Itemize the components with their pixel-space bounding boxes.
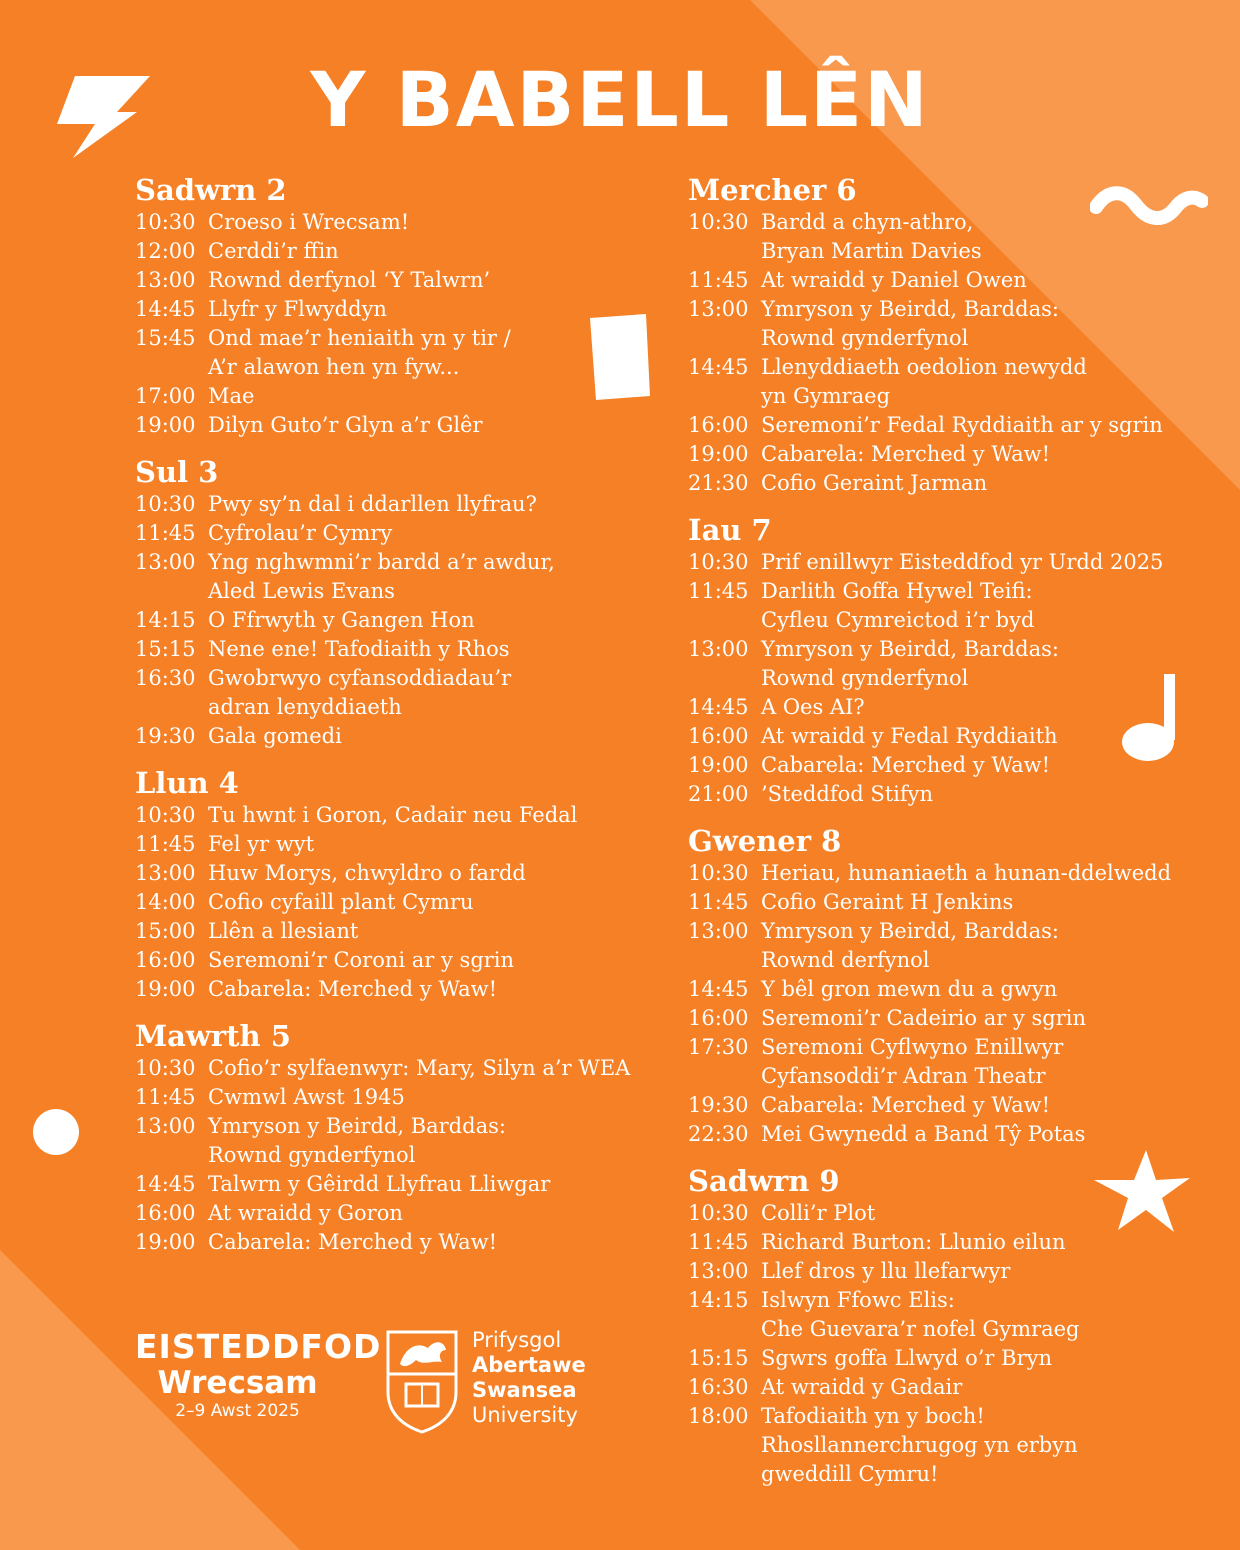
event-time: 10:30: [688, 1201, 749, 1225]
event-row: [135, 1199, 655, 1228]
event-time: 14:45: [688, 977, 749, 1001]
event-row: [688, 917, 1208, 975]
event-row: [688, 440, 1208, 469]
event-row: [135, 382, 655, 411]
university-logo: [382, 1326, 602, 1436]
university-logo-line3: Swansea: [472, 1378, 577, 1402]
event-title: Cabarela: Merched y Waw!: [761, 1093, 1051, 1117]
day-block: [688, 512, 1208, 809]
event-title: Seremoni Cyflwyno Enillwyr Cyfansoddi’r Adran Theatr: [761, 1035, 1064, 1088]
event-row: [688, 295, 1208, 353]
event-title: Cabarela: Merched y Waw!: [761, 442, 1051, 466]
event-time: 16:00: [688, 413, 749, 437]
event-time: 19:00: [135, 977, 196, 1001]
event-title: Cofio Geraint H Jenkins: [761, 890, 1014, 914]
event-time: 13:00: [135, 861, 196, 885]
university-logo-text: [472, 1328, 586, 1428]
event-title: Huw Morys, chwyldro o fardd: [208, 861, 526, 885]
event-row: [135, 975, 655, 1004]
event-time: 13:00: [135, 1114, 196, 1138]
event-row: [688, 1286, 1208, 1344]
event-row: [688, 1004, 1208, 1033]
event-row: [135, 1170, 655, 1199]
event-row: [135, 606, 655, 635]
event-row: [135, 266, 655, 295]
event-row: [688, 1091, 1208, 1120]
event-title: Prif enillwyr Eisteddfod yr Urdd 2025: [761, 550, 1164, 574]
event-title: Llyfr y Flwyddyn: [208, 297, 387, 321]
event-title: ’Steddfod Stifyn: [761, 782, 934, 806]
event-row: [688, 1228, 1208, 1257]
event-time: 22:30: [688, 1122, 749, 1146]
event-title: Sgwrs goffa Llwyd o’r Bryn: [761, 1346, 1053, 1370]
event-time: 13:00: [688, 1259, 749, 1283]
event-time: 11:45: [135, 832, 196, 856]
event-title: Y bêl gron mewn du a gwyn: [761, 977, 1058, 1001]
event-time: 11:45: [688, 890, 749, 914]
event-time: 19:00: [135, 413, 196, 437]
eisteddfod-logo-name: EISTEDDFOD: [135, 1327, 382, 1366]
event-row: [135, 946, 655, 975]
day-heading: Llun 4: [135, 766, 239, 800]
event-title: Dilyn Guto’r Glyn a’r Glêr: [208, 413, 483, 437]
event-time: 19:30: [688, 1093, 749, 1117]
event-row: [135, 801, 655, 830]
event-row: [135, 1083, 655, 1112]
event-row: [135, 917, 655, 946]
event-row: [688, 577, 1208, 635]
university-logo-line2: Abertawe: [472, 1353, 586, 1377]
event-title: At wraidd y Daniel Owen: [761, 268, 1027, 292]
event-time: 14:00: [135, 890, 196, 914]
event-title: Cabarela: Merched y Waw!: [208, 977, 498, 1001]
event-time: 19:00: [688, 442, 749, 466]
day-block: [135, 172, 655, 440]
university-logo-line1: Prifysgol: [472, 1328, 562, 1352]
event-row: [135, 411, 655, 440]
event-title: Seremoni’r Cadeirio ar y sgrin: [761, 1006, 1086, 1030]
event-row: [135, 1054, 655, 1083]
event-row: [688, 1257, 1208, 1286]
day-block: [135, 765, 655, 1004]
eisteddfod-logo-place: Wrecsam: [157, 1365, 318, 1401]
event-time: 16:00: [688, 724, 749, 748]
event-title: At wraidd y Goron: [208, 1201, 403, 1225]
event-time: 17:30: [688, 1035, 749, 1059]
event-time: 18:00: [688, 1404, 749, 1428]
event-title: A Oes AI?: [761, 695, 865, 719]
event-row: [688, 780, 1208, 809]
event-title: Cerddi’r ffin: [208, 239, 339, 263]
event-time: 17:00: [135, 384, 196, 408]
circle-icon: [32, 1108, 80, 1156]
event-row: [688, 208, 1208, 266]
event-time: 13:00: [688, 297, 749, 321]
event-title: Seremoni’r Coroni ar y sgrin: [208, 948, 515, 972]
event-title: Ymryson y Beirdd, Barddas: Rownd gynderfynol: [761, 297, 1059, 350]
event-row: [688, 353, 1208, 411]
event-row: [688, 1344, 1208, 1373]
event-row: [688, 1199, 1208, 1228]
event-time: 13:00: [688, 919, 749, 943]
day-heading: Sadwrn 2: [135, 173, 287, 207]
event-title: Gala gomedi: [208, 724, 342, 748]
day-block: [688, 172, 1208, 498]
event-time: 11:45: [135, 521, 196, 545]
event-time: 12:00: [135, 239, 196, 263]
event-title: Rownd derfynol ‘Y Talwrn’: [208, 268, 491, 292]
event-time: 14:15: [688, 1288, 749, 1312]
event-title: Llef dros y llu llefarwyr: [761, 1259, 1011, 1283]
event-title: Talwrn y Gêirdd Llyfrau Lliwgar: [208, 1172, 551, 1196]
schedule-right-column: [688, 172, 1208, 1503]
event-time: 14:15: [135, 608, 196, 632]
event-row: [135, 830, 655, 859]
event-row: [135, 859, 655, 888]
event-time: 10:30: [135, 210, 196, 234]
event-row: [135, 295, 655, 324]
event-title: Tu hwnt i Goron, Cadair neu Fedal: [208, 803, 578, 827]
event-title: Colli’r Plot: [761, 1201, 876, 1225]
event-title: Bardd a chyn-athro, Bryan Martin Davies: [761, 210, 982, 263]
event-row: [688, 693, 1208, 722]
event-row: [135, 519, 655, 548]
event-title: Yng nghwmni’r bardd a’r awdur, Aled Lewis Evans: [208, 550, 555, 603]
event-time: 14:45: [688, 695, 749, 719]
event-title: Ymryson y Beirdd, Barddas: Rownd derfynol: [761, 919, 1059, 972]
event-row: [688, 469, 1208, 498]
event-title: Cyfrolau’r Cymry: [208, 521, 393, 545]
event-row: [688, 266, 1208, 295]
event-time: 19:00: [135, 1230, 196, 1254]
day-block: [688, 823, 1208, 1149]
event-title: Llên a llesiant: [208, 919, 359, 943]
event-title: Cwmwl Awst 1945: [208, 1085, 405, 1109]
event-time: 16:00: [688, 1006, 749, 1030]
event-row: [135, 664, 655, 722]
event-title: O Ffrwyth y Gangen Hon: [208, 608, 475, 632]
event-row: [688, 635, 1208, 693]
schedule-left-column: [135, 172, 655, 1271]
university-logo-line4: University: [472, 1403, 578, 1427]
event-row: [688, 751, 1208, 780]
event-time: 13:00: [135, 550, 196, 574]
event-time: 11:45: [688, 268, 749, 292]
day-block: [135, 1018, 655, 1257]
event-time: 16:30: [135, 666, 196, 690]
event-row: [135, 888, 655, 917]
event-row: [135, 208, 655, 237]
event-title: Ymryson y Beirdd, Barddas: Rownd gynderfynol: [761, 637, 1059, 690]
event-time: 10:30: [135, 803, 196, 827]
event-title: Cofio Geraint Jarman: [761, 471, 988, 495]
event-title: Fel yr wyt: [208, 832, 315, 856]
event-row: [688, 888, 1208, 917]
event-title: Heriau, hunaniaeth a hunan-ddelwedd: [761, 861, 1172, 885]
event-title: Islwyn Ffowc Elis: Che Guevara’r nofel Gymraeg: [761, 1288, 1080, 1341]
event-row: [135, 722, 655, 751]
event-row: [688, 975, 1208, 1004]
eisteddfod-logo-dates: 2–9 Awst 2025: [175, 1401, 300, 1421]
event-row: [135, 548, 655, 606]
event-row: [688, 411, 1208, 440]
event-title: Llenyddiaeth oedolion newydd yn Gymraeg: [761, 355, 1087, 408]
day-heading: Gwener 8: [688, 824, 842, 858]
event-row: [688, 1373, 1208, 1402]
event-time: 11:45: [135, 1085, 196, 1109]
event-row: [135, 1228, 655, 1257]
event-row: [135, 635, 655, 664]
event-time: 11:45: [688, 579, 749, 603]
event-time: 15:45: [135, 326, 196, 350]
event-time: 14:45: [135, 1172, 196, 1196]
event-time: 16:00: [135, 948, 196, 972]
event-title: At wraidd y Fedal Ryddiaith: [761, 724, 1058, 748]
day-heading: Sadwrn 9: [688, 1164, 840, 1198]
event-time: 19:00: [688, 753, 749, 777]
day-block: [135, 454, 655, 751]
event-row: [135, 490, 655, 519]
event-row: [688, 722, 1208, 751]
event-time: 15:00: [135, 919, 196, 943]
event-time: 10:30: [688, 550, 749, 574]
event-row: [688, 1402, 1208, 1489]
day-heading: Mercher 6: [688, 173, 857, 207]
event-time: 21:00: [688, 782, 749, 806]
event-title: Cofio cyfaill plant Cymru: [208, 890, 474, 914]
event-row: [688, 548, 1208, 577]
event-row: [135, 324, 655, 382]
eisteddfod-logo: [135, 1327, 382, 1422]
event-time: 15:15: [135, 637, 196, 661]
page-title: Y BABELL LÊN: [310, 55, 930, 144]
event-time: 16:30: [688, 1375, 749, 1399]
event-row: [135, 237, 655, 266]
event-time: 10:30: [688, 861, 749, 885]
day-heading: Mawrth 5: [135, 1019, 291, 1053]
day-block: [688, 1163, 1208, 1489]
event-title: Mae: [208, 384, 255, 408]
event-time: 15:15: [688, 1346, 749, 1370]
day-heading: Iau 7: [688, 513, 772, 547]
event-time: 10:30: [135, 492, 196, 516]
event-title: At wraidd y Gadair: [761, 1375, 963, 1399]
event-title: Cabarela: Merched y Waw!: [761, 753, 1051, 777]
event-title: Darlith Goffa Hywel Teifi: Cyfleu Cymreictod i’r byd: [761, 579, 1035, 632]
event-time: 10:30: [135, 1056, 196, 1080]
event-title: Seremoni’r Fedal Ryddiaith ar y sgrin: [761, 413, 1163, 437]
lightning-icon: [55, 72, 155, 162]
event-row: [688, 859, 1208, 888]
event-time: 14:45: [135, 297, 196, 321]
university-crest-icon: [382, 1326, 462, 1436]
event-time: 19:30: [135, 724, 196, 748]
event-time: 21:30: [688, 471, 749, 495]
event-title: Gwobrwyo cyfansoddiadau’r adran lenyddiaeth: [208, 666, 512, 719]
event-title: Richard Burton: Llunio eilun: [761, 1230, 1066, 1254]
event-row: [688, 1033, 1208, 1091]
day-heading: Sul 3: [135, 455, 219, 489]
event-time: 13:00: [135, 268, 196, 292]
event-title: Cofio’r sylfaenwyr: Mary, Silyn a’r WEA: [208, 1056, 631, 1080]
event-title: Tafodiaith yn y boch! Rhosllannerchrugog yn erbyn gweddill Cymru!: [761, 1404, 1078, 1486]
event-time: 11:45: [688, 1230, 749, 1254]
event-time: 14:45: [688, 355, 749, 379]
event-title: Croeso i Wrecsam!: [208, 210, 410, 234]
event-title: Ond mae’r heniaith yn y tir / A’r alawon hen yn fyw...: [208, 326, 511, 379]
event-title: Cabarela: Merched y Waw!: [208, 1230, 498, 1254]
event-time: 13:00: [688, 637, 749, 661]
event-row: [688, 1120, 1208, 1149]
event-title: Nene ene! Tafodiaith y Rhos: [208, 637, 510, 661]
event-title: Pwy sy’n dal i ddarllen llyfrau?: [208, 492, 537, 516]
event-time: 10:30: [688, 210, 749, 234]
event-row: [135, 1112, 655, 1170]
event-title: Ymryson y Beirdd, Barddas: Rownd gynderfynol: [208, 1114, 506, 1167]
event-title: Mei Gwynedd a Band Tŷ Potas: [761, 1122, 1086, 1146]
event-time: 16:00: [135, 1201, 196, 1225]
